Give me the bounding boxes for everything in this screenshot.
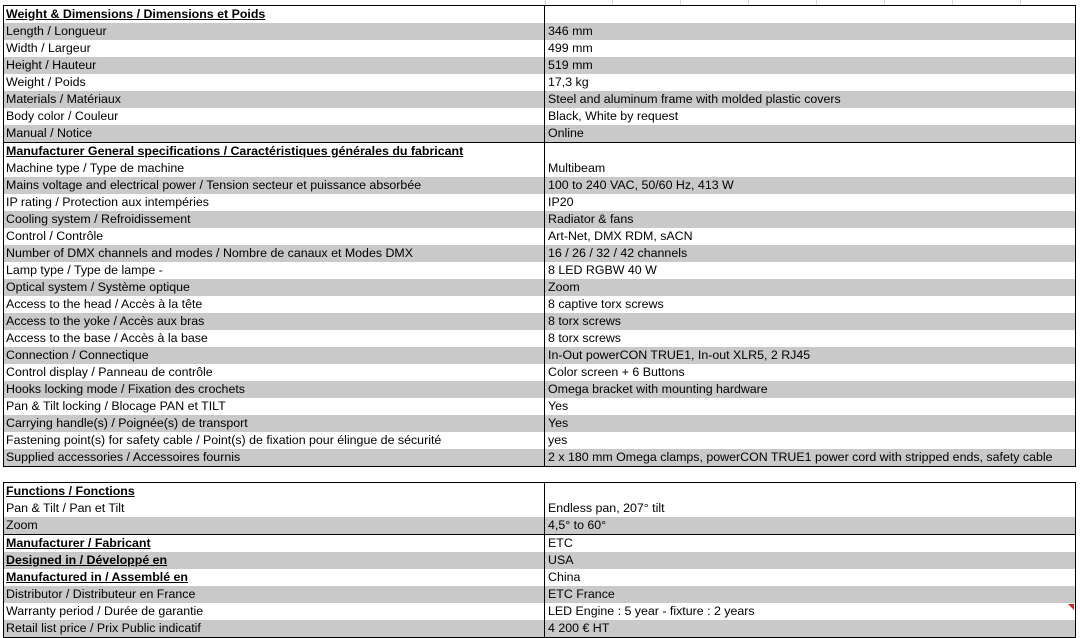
section-header[interactable]: Manufacturer General specifications / Caractéristiques générales du fabricant [6,144,464,158]
row-value[interactable]: yes [544,432,1075,449]
row-value[interactable]: 17,3 kg [544,74,1075,91]
row-label[interactable]: Designed in / Développé en [6,553,168,567]
section-header[interactable]: Functions / Fonctions [6,484,135,498]
row-label[interactable]: Body color / Couleur [6,109,119,123]
row-label[interactable]: Manual / Notice [6,126,93,140]
row-label[interactable]: Warranty period / Durée de garantie [6,604,204,618]
row-value[interactable]: 16 / 26 / 32 / 42 channels [544,245,1075,262]
row-label[interactable]: Mains voltage and electrical power / Tension secteur et puissance absorbée [6,178,422,192]
row-value[interactable]: 8 LED RGBW 40 W [544,262,1075,279]
section-header-row[interactable] [4,6,1075,23]
section-header-row[interactable] [4,483,1075,500]
row-value[interactable]: 8 captive torx screws [544,296,1075,313]
row-value[interactable]: Radiator & fans [544,211,1075,228]
row-value[interactable]: Zoom [544,279,1075,296]
table-row[interactable] [4,108,1075,125]
row-label[interactable]: Control / Contrôle [6,229,104,243]
table-row[interactable] [4,23,1075,40]
table-row[interactable] [4,177,1075,194]
table-row[interactable] [4,245,1075,262]
row-label[interactable]: IP rating / Protection aux intempéries [6,195,209,209]
row-value[interactable]: 8 torx screws [544,313,1075,330]
row-label[interactable]: Control display / Panneau de contrôle [6,365,213,379]
row-value[interactable]: USA [544,552,1075,569]
row-value[interactable]: Yes [544,415,1075,432]
row-label[interactable]: Width / Largeur [6,41,91,55]
table-row[interactable] [4,347,1075,364]
weight-dimensions-section [3,5,1076,467]
section-header[interactable]: Weight & Dimensions / Dimensions et Poids [6,7,266,21]
row-value[interactable]: Art-Net, DMX RDM, sACN [544,228,1075,245]
row-label[interactable]: Pan & Tilt / Pan et Tilt [6,501,125,515]
row-label[interactable]: Lamp type / Type de lampe - [6,263,163,277]
row-label[interactable]: Supplied accessories / Accessoires fournis [6,450,241,464]
row-label[interactable]: Zoom [6,518,38,532]
row-value[interactable]: Omega bracket with mounting hardware [544,381,1075,398]
row-value[interactable]: IP20 [544,194,1075,211]
row-value[interactable]: 499 mm [544,40,1075,57]
row-value[interactable]: Yes [544,398,1075,415]
row-label[interactable]: Retail list price / Prix Public indicatif [6,621,201,635]
table-row[interactable] [4,296,1075,313]
row-label[interactable]: Connection / Connectique [6,348,149,362]
row-label[interactable]: Length / Longueur [6,24,107,38]
row-label[interactable]: Pan & Tilt locking / Blocage PAN et TILT [6,399,226,413]
row-label[interactable]: Access to the head / Accès à la tête [6,297,203,311]
table-row[interactable] [4,398,1075,415]
table-row[interactable] [4,74,1075,91]
row-value[interactable]: China [544,569,1075,586]
table-row[interactable] [4,603,1075,620]
row-value[interactable]: 100 to 240 VAC, 50/60 Hz, 413 W [544,177,1075,194]
table-row[interactable] [4,620,1075,637]
table-row[interactable] [4,552,1075,569]
table-row[interactable] [4,57,1075,74]
section-header-row[interactable] [4,142,1075,160]
row-value[interactable]: Steel and aluminum frame with molded plastic covers [544,91,1075,108]
table-row[interactable] [4,40,1075,57]
row-label[interactable]: Materials / Matériaux [6,92,121,106]
row-value[interactable]: ETC [544,535,1075,552]
table-row[interactable] [4,449,1075,466]
row-value[interactable]: Color screen + 6 Buttons [544,364,1075,381]
row-label[interactable]: Height / Hauteur [6,58,97,72]
table-row[interactable] [4,125,1075,142]
warranty-value-cell[interactable] [544,603,1075,620]
table-row[interactable] [4,194,1075,211]
table-row[interactable] [4,415,1075,432]
row-value[interactable]: 519 mm [544,57,1075,74]
row-label[interactable]: Access to the yoke / Accès aux bras [6,314,205,328]
row-value[interactable]: 346 mm [544,23,1075,40]
row-value[interactable]: Multibeam [544,160,1075,177]
table-row[interactable] [4,211,1075,228]
row-value[interactable]: 2 x 180 mm Omega clamps, powerCON TRUE1 power cord with stripped ends, safety cable [544,449,1075,466]
row-label[interactable]: Manufacturer / Fabricant [6,536,151,550]
row-label[interactable]: Manufactured in / Assemblé en [6,570,188,584]
table-row[interactable] [4,262,1075,279]
table-row[interactable] [4,160,1075,177]
table-row[interactable] [4,586,1075,603]
row-label[interactable]: Optical system / Système optique [6,280,190,294]
row-label[interactable]: Machine type / Type de machine [6,161,185,175]
row-value[interactable]: 4,5° to 60° [544,517,1075,534]
table-row[interactable] [4,500,1075,517]
table-row[interactable] [4,381,1075,398]
row-value: LED Engine : 5 year - fixture : 2 years [548,604,755,618]
row-label[interactable]: Fastening point(s) for safety cable / Point(s) de fixation pour élingue de sécurité [6,433,442,447]
row-label[interactable]: Carrying handle(s) / Poignée(s) de transport [6,416,248,430]
row-value[interactable]: Black, White by request [544,108,1075,125]
row-label[interactable]: Hooks locking mode / Fixation des crochets [6,382,245,396]
table-row[interactable] [4,534,1075,552]
row-value[interactable]: 4 200 € HT [544,620,1075,637]
table-row[interactable] [4,432,1075,449]
table-row[interactable] [4,279,1075,296]
row-label[interactable]: Distributor / Distributeur en France [6,587,196,601]
header-empty-cell[interactable] [544,143,1075,160]
row-value[interactable]: ETC France [544,586,1075,603]
row-value[interactable]: 8 torx screws [544,330,1075,347]
row-label[interactable]: Number of DMX channels and modes / Nombre de canaux et Modes DMX [6,246,414,260]
comment-indicator-icon[interactable] [1068,604,1074,610]
row-value[interactable]: Online [544,125,1075,142]
row-value[interactable]: In-Out powerCON TRUE1, In-out XLR5, 2 RJ45 [544,347,1075,364]
table-row[interactable] [4,569,1075,586]
row-label[interactable]: Cooling system / Refroidissement [6,212,191,226]
table-row[interactable] [4,517,1075,534]
table-row[interactable] [4,330,1075,347]
row-value[interactable]: Endless pan, 207° tilt [544,500,1075,517]
row-label[interactable]: Weight / Poids [6,75,86,89]
header-empty-cell[interactable] [544,6,1075,23]
table-row[interactable] [4,228,1075,245]
table-row[interactable] [4,364,1075,381]
header-empty-cell[interactable] [544,483,1075,500]
table-row[interactable] [4,313,1075,330]
functions-section [3,482,1076,638]
table-row[interactable] [4,91,1075,108]
row-label[interactable]: Access to the base / Accès à la base [6,331,208,345]
